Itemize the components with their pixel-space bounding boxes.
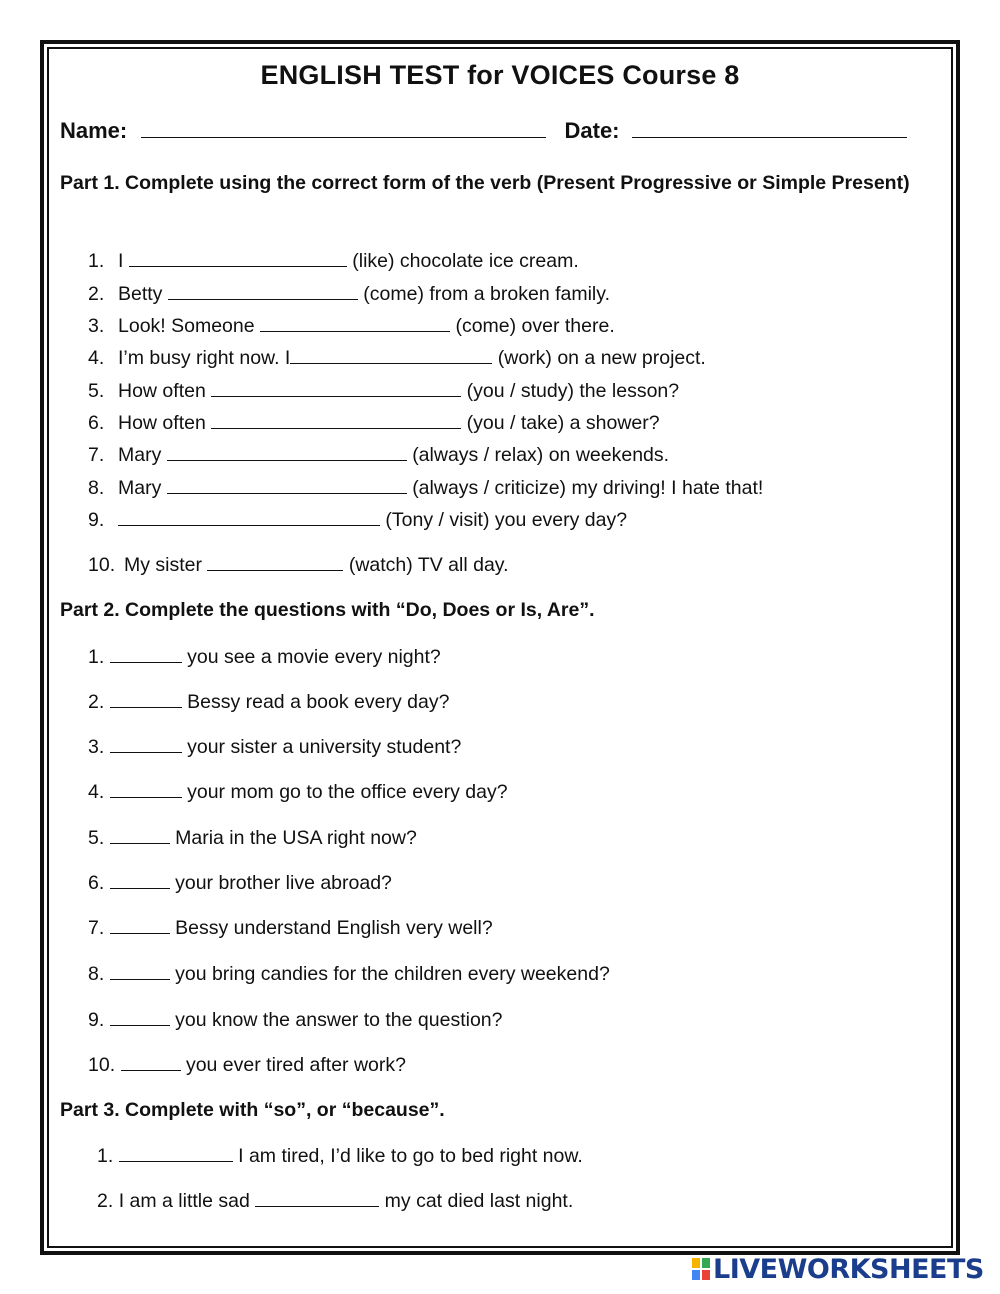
part2-item-2: 2. Bessy read a book every day? bbox=[88, 691, 450, 713]
part2-item-7: 7. Bessy understand English very well? bbox=[88, 917, 493, 939]
answer-blank[interactable] bbox=[167, 442, 407, 461]
part2-item-8: 8. you bring candies for the children every weekend? bbox=[88, 963, 610, 985]
liveworksheets-logo[interactable] bbox=[692, 1254, 984, 1284]
logo-text: LIVEWORKSHEETS bbox=[713, 1253, 984, 1285]
answer-blank[interactable] bbox=[118, 507, 380, 526]
part1-item-1: 1. I (like) chocolate ice cream. bbox=[88, 250, 579, 272]
answer-blank[interactable] bbox=[119, 1143, 233, 1162]
answer-blank[interactable] bbox=[110, 734, 182, 753]
answer-blank[interactable] bbox=[121, 1052, 181, 1071]
answer-blank[interactable] bbox=[211, 378, 461, 397]
part1-item-7: 7. Mary (always / relax) on weekends. bbox=[88, 444, 670, 466]
answer-blank[interactable] bbox=[110, 825, 170, 844]
part1-item-5: 5. How often (you / study) the lesson? bbox=[88, 380, 680, 402]
part2-item-6: 6. your brother live abroad? bbox=[88, 872, 392, 894]
part3-item-2: 2. I am a little sad my cat died last night. bbox=[97, 1190, 574, 1212]
answer-blank[interactable] bbox=[110, 1007, 170, 1026]
answer-blank[interactable] bbox=[110, 915, 170, 934]
answer-blank[interactable] bbox=[110, 689, 182, 708]
part3-item-1: 1. I am tired, I’d like to go to bed right now. bbox=[97, 1145, 583, 1167]
part2-item-10: 10. you ever tired after work? bbox=[88, 1054, 406, 1076]
answer-blank[interactable] bbox=[167, 475, 407, 494]
answer-blank[interactable] bbox=[255, 1188, 379, 1207]
answer-blank[interactable] bbox=[207, 552, 343, 571]
name-label: Name: bbox=[60, 118, 128, 143]
logo-icon bbox=[692, 1258, 710, 1280]
part2-item-9: 9. you know the answer to the question? bbox=[88, 1009, 503, 1031]
answer-blank[interactable] bbox=[168, 281, 358, 300]
answer-blank[interactable] bbox=[211, 410, 461, 429]
part2-item-5: 5. Maria in the USA right now? bbox=[88, 827, 417, 849]
answer-blank[interactable] bbox=[290, 345, 492, 364]
part1-title: Part 1. Complete using the correct form of the verb (Present Progressive or Simple Present) bbox=[60, 172, 910, 194]
date-field[interactable] bbox=[632, 119, 907, 138]
part1-item-6: 6. How often (you / take) a shower? bbox=[88, 412, 660, 434]
answer-blank[interactable] bbox=[110, 870, 170, 889]
part1-item-4: 4. I’m busy right now. I (work) on a new project. bbox=[88, 347, 706, 369]
part1-item-10: 10. My sister (watch) TV all day. bbox=[88, 554, 509, 576]
page-title: ENGLISH TEST for VOICES Course 8 bbox=[260, 60, 740, 90]
part1-item-9: 9. (Tony / visit) you every day? bbox=[88, 509, 628, 531]
part2-item-4: 4. your mom go to the office every day? bbox=[88, 781, 508, 803]
answer-blank[interactable] bbox=[129, 248, 347, 267]
name-field[interactable] bbox=[141, 119, 546, 138]
name-date-row bbox=[60, 118, 907, 144]
date-label: Date: bbox=[564, 118, 620, 143]
answer-blank[interactable] bbox=[110, 961, 170, 980]
part1-item-8: 8. Mary (always / criticize) my driving! I hate that! bbox=[88, 477, 764, 499]
part2-item-3: 3. your sister a university student? bbox=[88, 736, 462, 758]
part1-item-2: 2. Betty (come) from a broken family. bbox=[88, 283, 610, 305]
part2-title: Part 2. Complete the questions with “Do, Does or Is, Are”. bbox=[60, 599, 595, 621]
part2-item-1: 1. you see a movie every night? bbox=[88, 646, 441, 668]
answer-blank[interactable] bbox=[110, 779, 182, 798]
answer-blank[interactable] bbox=[110, 644, 182, 663]
part3-title: Part 3. Complete with “so”, or “because”. bbox=[60, 1099, 445, 1121]
part1-item-3: 3. Look! Someone (come) over there. bbox=[88, 315, 615, 337]
answer-blank[interactable] bbox=[260, 313, 450, 332]
